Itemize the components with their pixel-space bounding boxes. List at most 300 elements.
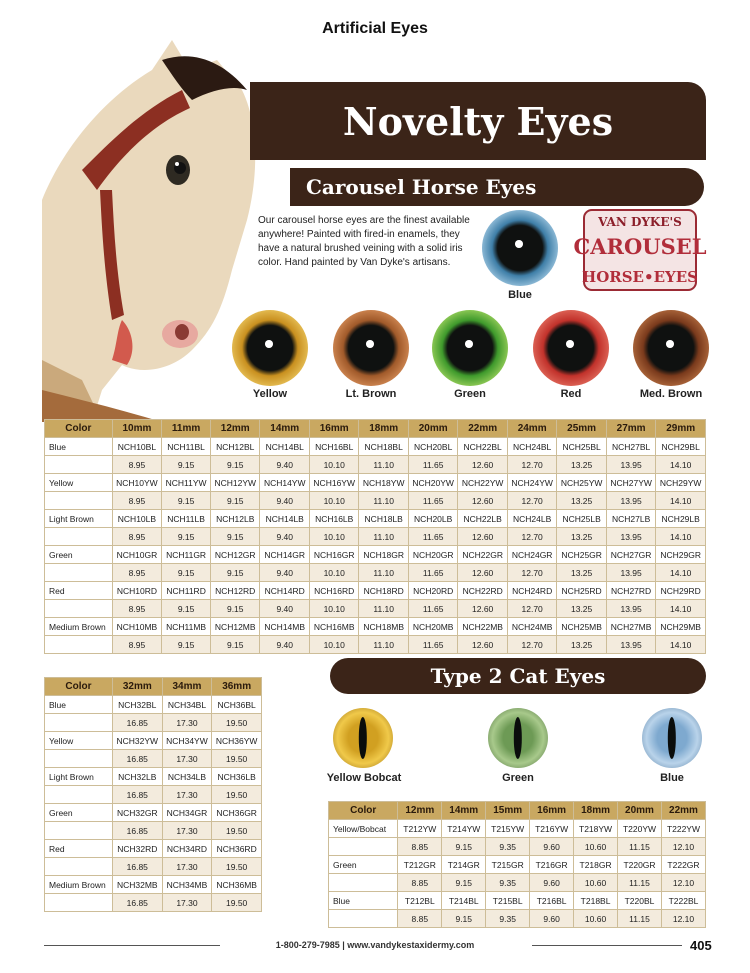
price-cell: 13.25: [557, 456, 606, 474]
price-cell: 11.65: [408, 528, 457, 546]
carousel-eyes-price-table: [44, 419, 706, 654]
price-cell: 12.60: [458, 456, 507, 474]
table-row: [45, 714, 262, 732]
item-code-cell: T212YW: [398, 820, 442, 838]
price-cell: 17.30: [162, 750, 212, 768]
price-cell: 10.10: [309, 492, 358, 510]
price-cell: 13.95: [606, 600, 655, 618]
eye-label-yellow: Yellow: [252, 388, 288, 400]
price-cell: 16.85: [112, 750, 162, 768]
price-cell: 16.85: [112, 822, 162, 840]
price-cell: 13.25: [557, 600, 606, 618]
empty-cell: [45, 492, 113, 510]
item-code-cell: T215GR: [486, 856, 530, 874]
svg-text:HORSE•EYES: HORSE•EYES: [582, 268, 698, 286]
price-cell: 12.10: [661, 838, 705, 856]
item-code-cell: NCH25RD: [557, 582, 606, 600]
color-name-cell: Medium Brown: [45, 618, 113, 636]
column-header: 22mm: [661, 802, 705, 820]
table-row: [45, 492, 706, 510]
item-code-cell: NCH25BL: [557, 438, 606, 456]
price-cell: 8.95: [112, 564, 161, 582]
empty-cell: [45, 528, 113, 546]
item-code-cell: NCH27LB: [606, 510, 655, 528]
item-code-cell: NCH36LB: [212, 768, 262, 786]
item-code-cell: NCH14BL: [260, 438, 309, 456]
item-code-cell: NCH18YW: [359, 474, 408, 492]
item-code-cell: NCH36MB: [212, 876, 262, 894]
price-cell: 10.10: [309, 456, 358, 474]
carousel-title: Carousel Horse Eyes: [306, 175, 537, 199]
item-code-cell: NCH29YW: [656, 474, 706, 492]
price-cell: 10.10: [309, 600, 358, 618]
price-cell: 19.50: [212, 894, 262, 912]
price-cell: 12.60: [458, 564, 507, 582]
column-header: 27mm: [606, 420, 655, 438]
green-cat-eye-icon: [488, 708, 548, 768]
table-header-row: [329, 802, 706, 820]
price-cell: 14.10: [656, 600, 706, 618]
item-code-cell: NCH12RD: [211, 582, 260, 600]
eye-label-red: Red: [560, 388, 582, 400]
price-cell: 9.15: [211, 528, 260, 546]
table-header-row: [45, 420, 706, 438]
price-cell: 8.85: [398, 910, 442, 928]
item-code-cell: NCH16LB: [309, 510, 358, 528]
item-code-cell: NCH10YW: [112, 474, 161, 492]
table-row: [45, 438, 706, 456]
price-cell: 12.10: [661, 910, 705, 928]
color-name-cell: Green: [45, 546, 113, 564]
item-code-cell: NCH12BL: [211, 438, 260, 456]
item-code-cell: NCH34LB: [162, 768, 212, 786]
price-cell: 9.40: [260, 456, 309, 474]
empty-cell: [45, 750, 113, 768]
price-cell: 11.10: [359, 636, 408, 654]
item-code-cell: T222GR: [661, 856, 705, 874]
price-cell: 8.95: [112, 528, 161, 546]
empty-cell: [45, 786, 113, 804]
column-header: 16mm: [530, 802, 574, 820]
price-cell: 12.70: [507, 564, 556, 582]
item-code-cell: NCH34GR: [162, 804, 212, 822]
item-code-cell: NCH34MB: [162, 876, 212, 894]
price-cell: 13.25: [557, 564, 606, 582]
item-code-cell: NCH34BL: [162, 696, 212, 714]
item-code-cell: NCH11LB: [162, 510, 211, 528]
column-header: Color: [45, 678, 113, 696]
novelty-eyes-banner: [250, 82, 706, 160]
section-title: Artificial Eyes: [322, 20, 428, 37]
table-row: [45, 528, 706, 546]
item-code-cell: NCH32BL: [112, 696, 162, 714]
column-header: 11mm: [162, 420, 211, 438]
price-cell: 13.95: [606, 456, 655, 474]
column-header: 12mm: [211, 420, 260, 438]
item-code-cell: NCH24YW: [507, 474, 556, 492]
price-cell: 14.10: [656, 492, 706, 510]
item-code-cell: NCH12GR: [211, 546, 260, 564]
price-cell: 13.95: [606, 564, 655, 582]
cat-eye-label-yellow-bobcat: Yellow Bobcat: [326, 772, 402, 784]
empty-cell: [329, 874, 398, 892]
price-cell: 9.15: [211, 456, 260, 474]
price-cell: 11.10: [359, 600, 408, 618]
table-row: [45, 636, 706, 654]
price-cell: 9.40: [260, 564, 309, 582]
item-code-cell: NCH20RD: [408, 582, 457, 600]
price-cell: 9.15: [211, 492, 260, 510]
price-cell: 14.10: [656, 636, 706, 654]
item-code-cell: NCH24GR: [507, 546, 556, 564]
price-cell: 11.65: [408, 636, 457, 654]
price-cell: 8.95: [112, 600, 161, 618]
column-header: 14mm: [260, 420, 309, 438]
column-header: 20mm: [408, 420, 457, 438]
cat-eye-label-blue: Blue: [660, 772, 684, 784]
price-cell: 8.95: [112, 456, 161, 474]
item-code-cell: T216BL: [530, 892, 574, 910]
table-row: [45, 804, 262, 822]
column-header: 18mm: [574, 802, 618, 820]
price-cell: 11.65: [408, 456, 457, 474]
item-code-cell: NCH16YW: [309, 474, 358, 492]
price-cell: 10.60: [574, 874, 618, 892]
item-code-cell: NCH36GR: [212, 804, 262, 822]
item-code-cell: T212GR: [398, 856, 442, 874]
price-cell: 11.15: [618, 910, 662, 928]
price-cell: 9.15: [442, 910, 486, 928]
item-code-cell: NCH18RD: [359, 582, 408, 600]
price-cell: 12.60: [458, 492, 507, 510]
price-cell: 12.70: [507, 528, 556, 546]
item-code-cell: NCH22GR: [458, 546, 507, 564]
item-code-cell: NCH25GR: [557, 546, 606, 564]
price-cell: 12.70: [507, 636, 556, 654]
price-cell: 17.30: [162, 894, 212, 912]
eye-label-blue: Blue: [508, 289, 532, 301]
price-cell: 9.15: [162, 456, 211, 474]
item-code-cell: NCH20MB: [408, 618, 457, 636]
carousel-description: Our carousel horse eyes are the finest available anywhere! Painted with fired-in enamels, they have a natural brushed veining with a solid iris color. Hand painted by Van Dyke's artisans.: [258, 215, 470, 268]
page-number: 405: [690, 938, 712, 953]
price-cell: 12.10: [661, 874, 705, 892]
item-code-cell: NCH24LB: [507, 510, 556, 528]
item-code-cell: T222BL: [661, 892, 705, 910]
empty-cell: [45, 600, 113, 618]
item-code-cell: NCH11BL: [162, 438, 211, 456]
price-cell: 11.10: [359, 528, 408, 546]
item-code-cell: NCH29GR: [656, 546, 706, 564]
price-cell: 19.50: [212, 858, 262, 876]
main-title: Novelty Eyes: [342, 98, 614, 144]
table-header-row: [45, 678, 262, 696]
table-row: [45, 840, 262, 858]
price-cell: 9.15: [162, 492, 211, 510]
price-cell: 9.15: [162, 528, 211, 546]
price-cell: 9.35: [486, 874, 530, 892]
footer-contact: 1-800-279-7985 | www.vandykestaxidermy.com: [275, 940, 475, 950]
item-code-cell: T218YW: [574, 820, 618, 838]
eye-label-lt-brown: Lt. Brown: [345, 388, 397, 400]
column-header: 15mm: [486, 802, 530, 820]
table-row: [45, 894, 262, 912]
color-name-cell: Light Brown: [45, 768, 113, 786]
column-header: 34mm: [162, 678, 212, 696]
item-code-cell: NCH24RD: [507, 582, 556, 600]
column-header: Color: [45, 420, 113, 438]
column-header: 22mm: [458, 420, 507, 438]
item-code-cell: NCH32LB: [112, 768, 162, 786]
table-row: [45, 696, 262, 714]
item-code-cell: NCH25YW: [557, 474, 606, 492]
table-row: [329, 892, 706, 910]
price-cell: 9.15: [162, 636, 211, 654]
color-name-cell: Red: [45, 582, 113, 600]
item-code-cell: NCH27BL: [606, 438, 655, 456]
item-code-cell: T222YW: [661, 820, 705, 838]
price-cell: 14.10: [656, 564, 706, 582]
price-cell: 14.10: [656, 456, 706, 474]
item-code-cell: T215BL: [486, 892, 530, 910]
price-cell: 13.25: [557, 636, 606, 654]
item-code-cell: NCH25MB: [557, 618, 606, 636]
item-code-cell: NCH22BL: [458, 438, 507, 456]
item-code-cell: T220YW: [618, 820, 662, 838]
price-cell: 12.70: [507, 600, 556, 618]
price-cell: 10.60: [574, 838, 618, 856]
carousel-horse-eyes-banner: [290, 168, 704, 206]
item-code-cell: T220GR: [618, 856, 662, 874]
table-row: [45, 768, 262, 786]
light-brown-carousel-eye-icon: [333, 310, 409, 386]
item-code-cell: NCH16MB: [309, 618, 358, 636]
table-row: [329, 820, 706, 838]
price-cell: 13.95: [606, 636, 655, 654]
yellow-carousel-eye-icon: [232, 310, 308, 386]
price-cell: 16.85: [112, 858, 162, 876]
color-name-cell: Blue: [45, 438, 113, 456]
item-code-cell: NCH20BL: [408, 438, 457, 456]
yellow-bobcat-eye-icon: [333, 708, 393, 768]
color-name-cell: Yellow: [45, 732, 113, 750]
column-header: 16mm: [309, 420, 358, 438]
price-cell: 19.50: [212, 750, 262, 768]
item-code-cell: NCH14GR: [260, 546, 309, 564]
price-cell: 9.15: [211, 564, 260, 582]
item-code-cell: T216YW: [530, 820, 574, 838]
price-cell: 9.35: [486, 910, 530, 928]
column-header: 36mm: [212, 678, 262, 696]
item-code-cell: NCH11MB: [162, 618, 211, 636]
column-header: 20mm: [618, 802, 662, 820]
price-cell: 12.70: [507, 456, 556, 474]
empty-cell: [45, 456, 113, 474]
table-row: [45, 618, 706, 636]
item-code-cell: NCH29RD: [656, 582, 706, 600]
item-code-cell: NCH24MB: [507, 618, 556, 636]
table-row: [45, 732, 262, 750]
item-code-cell: T218BL: [574, 892, 618, 910]
price-cell: 8.95: [112, 636, 161, 654]
item-code-cell: NCH27YW: [606, 474, 655, 492]
price-cell: 9.15: [162, 564, 211, 582]
price-cell: 9.60: [530, 838, 574, 856]
table-row: [45, 600, 706, 618]
item-code-cell: NCH18MB: [359, 618, 408, 636]
column-header: 18mm: [359, 420, 408, 438]
table-row: [45, 564, 706, 582]
price-cell: 9.40: [260, 600, 309, 618]
item-code-cell: NCH11RD: [162, 582, 211, 600]
item-code-cell: NCH32YW: [112, 732, 162, 750]
table-row: [45, 786, 262, 804]
svg-text:VAN DYKE'S: VAN DYKE'S: [598, 215, 682, 229]
color-name-cell: Medium Brown: [45, 876, 113, 894]
empty-cell: [329, 910, 398, 928]
item-code-cell: T220BL: [618, 892, 662, 910]
price-cell: 11.15: [618, 838, 662, 856]
item-code-cell: T216GR: [530, 856, 574, 874]
green-carousel-eye-icon: [432, 310, 508, 386]
blue-cat-eye-icon: [642, 708, 702, 768]
blue-carousel-eye-icon: [482, 210, 558, 286]
price-cell: 9.40: [260, 492, 309, 510]
price-cell: 9.15: [442, 874, 486, 892]
table-row: [329, 910, 706, 928]
item-code-cell: NCH27MB: [606, 618, 655, 636]
item-code-cell: NCH12LB: [211, 510, 260, 528]
price-cell: 14.10: [656, 528, 706, 546]
price-cell: 9.35: [486, 838, 530, 856]
price-cell: 17.30: [162, 822, 212, 840]
column-header: 14mm: [442, 802, 486, 820]
table-row: [45, 822, 262, 840]
column-header: 10mm: [112, 420, 161, 438]
item-code-cell: NCH14MB: [260, 618, 309, 636]
item-code-cell: NCH14RD: [260, 582, 309, 600]
price-cell: 9.15: [162, 600, 211, 618]
svg-text:CAROUSEL: CAROUSEL: [573, 234, 707, 259]
eye-label-green: Green: [454, 388, 486, 400]
cat-title: Type 2 Cat Eyes: [430, 664, 606, 688]
price-cell: 9.40: [260, 528, 309, 546]
table-row: [329, 856, 706, 874]
item-code-cell: NCH29LB: [656, 510, 706, 528]
cat-eye-label-green: Green: [502, 772, 534, 784]
price-cell: 11.10: [359, 492, 408, 510]
item-code-cell: NCH36BL: [212, 696, 262, 714]
price-cell: 13.25: [557, 492, 606, 510]
item-code-cell: NCH32GR: [112, 804, 162, 822]
item-code-cell: NCH20YW: [408, 474, 457, 492]
price-cell: 11.10: [359, 564, 408, 582]
table-row: [45, 858, 262, 876]
price-cell: 11.65: [408, 600, 457, 618]
color-name-cell: Red: [45, 840, 113, 858]
price-cell: 12.60: [458, 528, 507, 546]
red-carousel-eye-icon: [533, 310, 609, 386]
price-cell: 9.15: [211, 636, 260, 654]
price-cell: 9.40: [260, 636, 309, 654]
price-cell: 17.30: [162, 858, 212, 876]
item-code-cell: NCH10MB: [112, 618, 161, 636]
empty-cell: [45, 714, 113, 732]
table-row: [45, 582, 706, 600]
price-cell: 11.10: [359, 456, 408, 474]
table-row: [45, 474, 706, 492]
eye-label-med-brown: Med. Brown: [639, 388, 703, 400]
table-row: [329, 838, 706, 856]
empty-cell: [45, 858, 113, 876]
cat-eyes-price-table: [328, 801, 706, 928]
item-code-cell: NCH36YW: [212, 732, 262, 750]
color-name-cell: Yellow: [45, 474, 113, 492]
item-code-cell: T214GR: [442, 856, 486, 874]
price-cell: 13.95: [606, 528, 655, 546]
item-code-cell: NCH22YW: [458, 474, 507, 492]
item-code-cell: NCH11GR: [162, 546, 211, 564]
price-cell: 12.60: [458, 600, 507, 618]
item-code-cell: NCH29BL: [656, 438, 706, 456]
price-cell: 12.70: [507, 492, 556, 510]
price-cell: 10.10: [309, 564, 358, 582]
table-row: [45, 546, 706, 564]
item-code-cell: NCH10BL: [112, 438, 161, 456]
price-cell: 11.15: [618, 874, 662, 892]
empty-cell: [45, 636, 113, 654]
item-code-cell: T212BL: [398, 892, 442, 910]
empty-cell: [45, 894, 113, 912]
cat-eyes-banner: [330, 658, 706, 694]
item-code-cell: NCH18GR: [359, 546, 408, 564]
column-header: 12mm: [398, 802, 442, 820]
price-cell: 13.25: [557, 528, 606, 546]
item-code-cell: NCH20GR: [408, 546, 457, 564]
table-row: [45, 510, 706, 528]
item-code-cell: NCH27RD: [606, 582, 655, 600]
item-code-cell: NCH14LB: [260, 510, 309, 528]
column-header: 24mm: [507, 420, 556, 438]
price-cell: 16.85: [112, 714, 162, 732]
column-header: Color: [329, 802, 398, 820]
large-carousel-eyes-price-table: [44, 677, 262, 912]
price-cell: 10.60: [574, 910, 618, 928]
item-code-cell: NCH10LB: [112, 510, 161, 528]
item-code-cell: T214BL: [442, 892, 486, 910]
price-cell: 10.10: [309, 528, 358, 546]
item-code-cell: NCH11YW: [162, 474, 211, 492]
column-header: 32mm: [112, 678, 162, 696]
color-name-cell: Yellow/Bobcat: [329, 820, 398, 838]
table-row: [329, 874, 706, 892]
price-cell: 16.85: [112, 894, 162, 912]
color-name-cell: Blue: [329, 892, 398, 910]
empty-cell: [329, 838, 398, 856]
price-cell: 11.65: [408, 492, 457, 510]
price-cell: 8.95: [112, 492, 161, 510]
item-code-cell: NCH34RD: [162, 840, 212, 858]
price-cell: 8.85: [398, 838, 442, 856]
item-code-cell: NCH27GR: [606, 546, 655, 564]
color-name-cell: Green: [329, 856, 398, 874]
medium-brown-carousel-eye-icon: [633, 310, 709, 386]
item-code-cell: NCH16RD: [309, 582, 358, 600]
item-code-cell: NCH25LB: [557, 510, 606, 528]
price-cell: 13.95: [606, 492, 655, 510]
item-code-cell: NCH22RD: [458, 582, 507, 600]
price-cell: 16.85: [112, 786, 162, 804]
